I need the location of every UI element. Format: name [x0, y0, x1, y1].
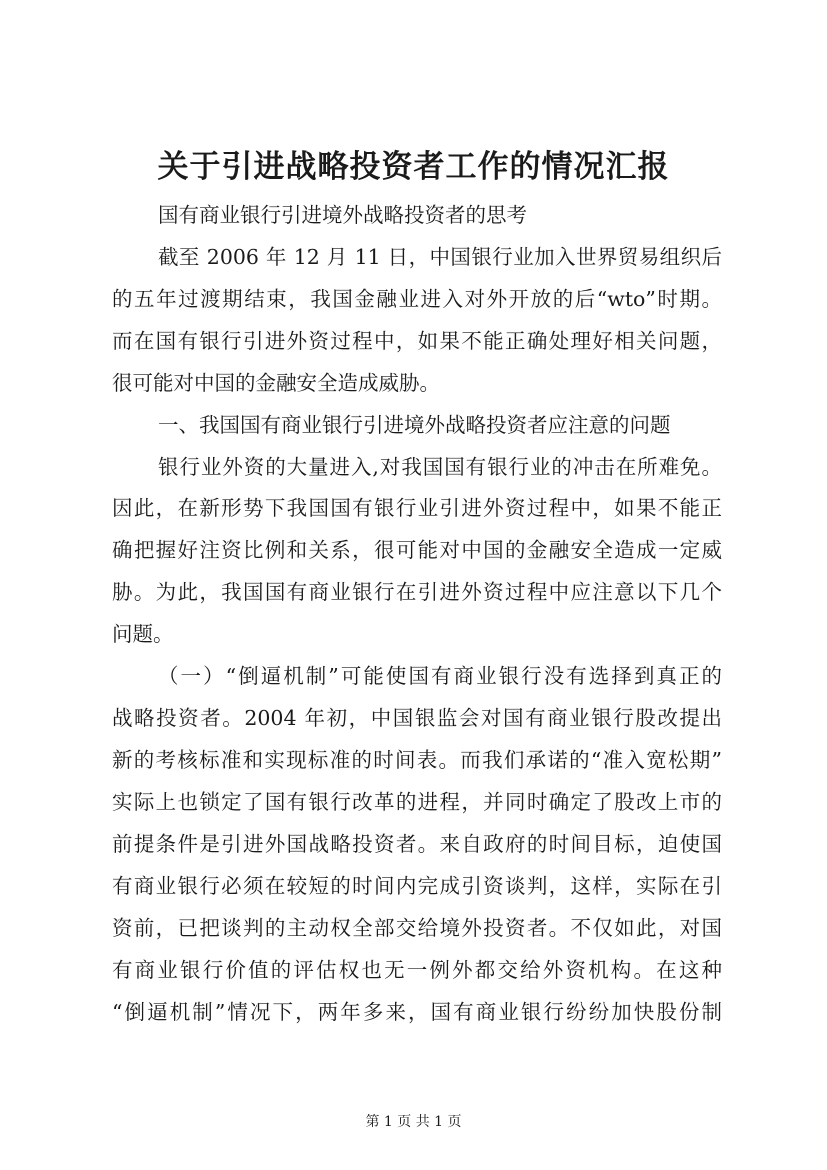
paragraph-line: 有商业银行必须在较短的时间内完成引资谈判，这样，实际在引	[112, 874, 722, 898]
paragraph-line: 确把握好注资比例和关系，很可能对中国的金融安全造成一定威	[112, 538, 722, 562]
paragraph-line: 资前，已把谈判的主动权全部交给境外投资者。不仅如此，对国	[112, 916, 722, 940]
subsection-heading: （一）“倒逼机制”可能使国有商业银行没有选择到真正的	[158, 664, 722, 688]
paragraph-line: “倒逼机制”情况下，两年多来，国有商业银行纷纷加快股份制	[112, 1000, 722, 1024]
paragraph-line: 的五年过渡期结束，我国金融业进入对外开放的后“wto”时期。	[112, 287, 722, 311]
paragraph-line: 新的考核标准和实现标准的时间表。而我们承诺的“准入宽松期”	[112, 748, 722, 772]
subtitle-line: 国有商业银行引进境外战略投资者的思考	[158, 203, 527, 227]
paragraph-line: 战略投资者。2004 年初，中国银监会对国有商业银行股改提出	[112, 706, 722, 730]
paragraph-line: 有商业银行价值的评估权也无一例外都交给外资机构。在这种	[112, 958, 722, 982]
paragraph-line: 截至 2006 年 12 月 11 日，中国银行业加入世界贸易组织后	[158, 245, 722, 269]
paragraph-line: 胁。为此，我国国有商业银行在引进外资过程中应注意以下几个	[112, 580, 722, 604]
paragraph-line: 问题。	[112, 622, 174, 646]
section-heading: 一、我国国有商业银行引进境外战略投资者应注意的问题	[158, 413, 671, 437]
paragraph-line: 因此，在新形势下我国国有银行业引进外资过程中，如果不能正	[112, 496, 722, 520]
paragraph-line: 银行业外资的大量进入,对我国国有银行业的冲击在所难免。	[158, 455, 722, 479]
document-title: 关于引进战略投资者工作的情况汇报	[157, 149, 670, 185]
paragraph-line: 而在国有银行引进外资过程中，如果不能正确处理好相关问题，	[112, 329, 722, 353]
paragraph-line: 前提条件是引进外国战略投资者。来自政府的时间目标，迫使国	[112, 832, 722, 856]
paragraph-line: 很可能对中国的金融安全造成威胁。	[112, 371, 440, 395]
page-number-footer: 第 1 页 共 1 页	[365, 1114, 462, 1130]
paragraph-line: 实际上也锁定了国有银行改革的进程，并同时确定了股改上市的	[112, 790, 722, 814]
